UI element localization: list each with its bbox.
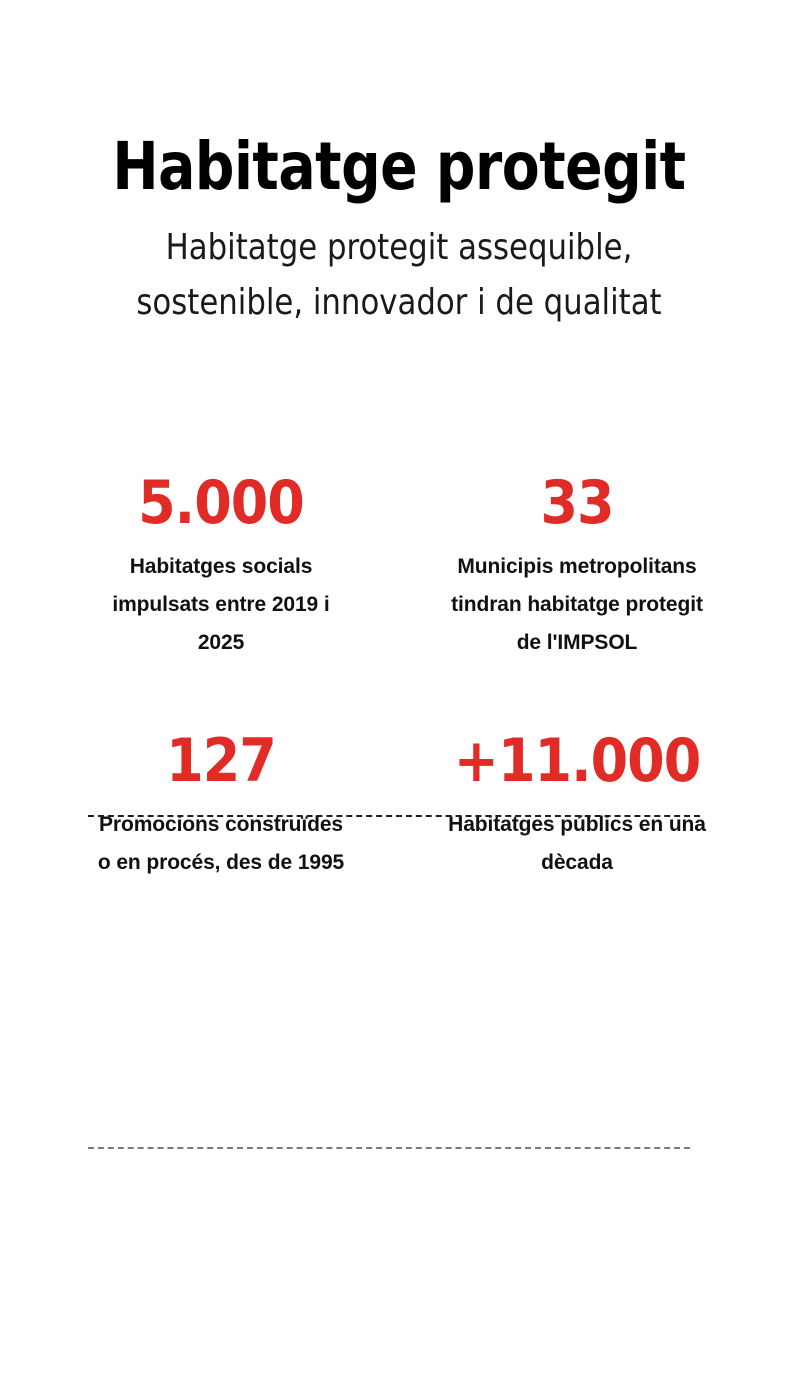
stats-row-bottom xyxy=(0,728,798,882)
stat-value: +11.000 xyxy=(453,726,701,796)
stats-grid xyxy=(0,470,798,882)
section-divider-bottom xyxy=(88,1147,690,1149)
stat-label: Habitatges socials impulsats entre 2019 i 2025 xyxy=(112,555,330,654)
stat-value: 33 xyxy=(540,468,614,538)
stat-block-habitatges-socials xyxy=(49,470,399,662)
stat-block-municipis xyxy=(399,470,749,662)
stat-label: Habitatges públics en una dècada xyxy=(448,813,706,874)
stat-label: Promocions construïdes o en procés, des de 1995 xyxy=(97,813,345,874)
stat-label: Municipis metropolitans tindran habitatge protegit de l'IMPSOL xyxy=(451,555,703,654)
section-divider-top xyxy=(88,815,700,817)
stat-block-habitatges-publics xyxy=(399,728,749,882)
stat-value: 5.000 xyxy=(138,468,304,538)
stat-block-promocions xyxy=(49,728,399,882)
page-title: Habitatge protegit xyxy=(112,128,686,205)
page-subtitle: Habitatge protegit assequible, sostenible, innovador i de qualitat xyxy=(136,227,662,323)
stats-row-top xyxy=(0,470,798,662)
header xyxy=(0,128,798,330)
stat-value: 127 xyxy=(166,726,276,796)
